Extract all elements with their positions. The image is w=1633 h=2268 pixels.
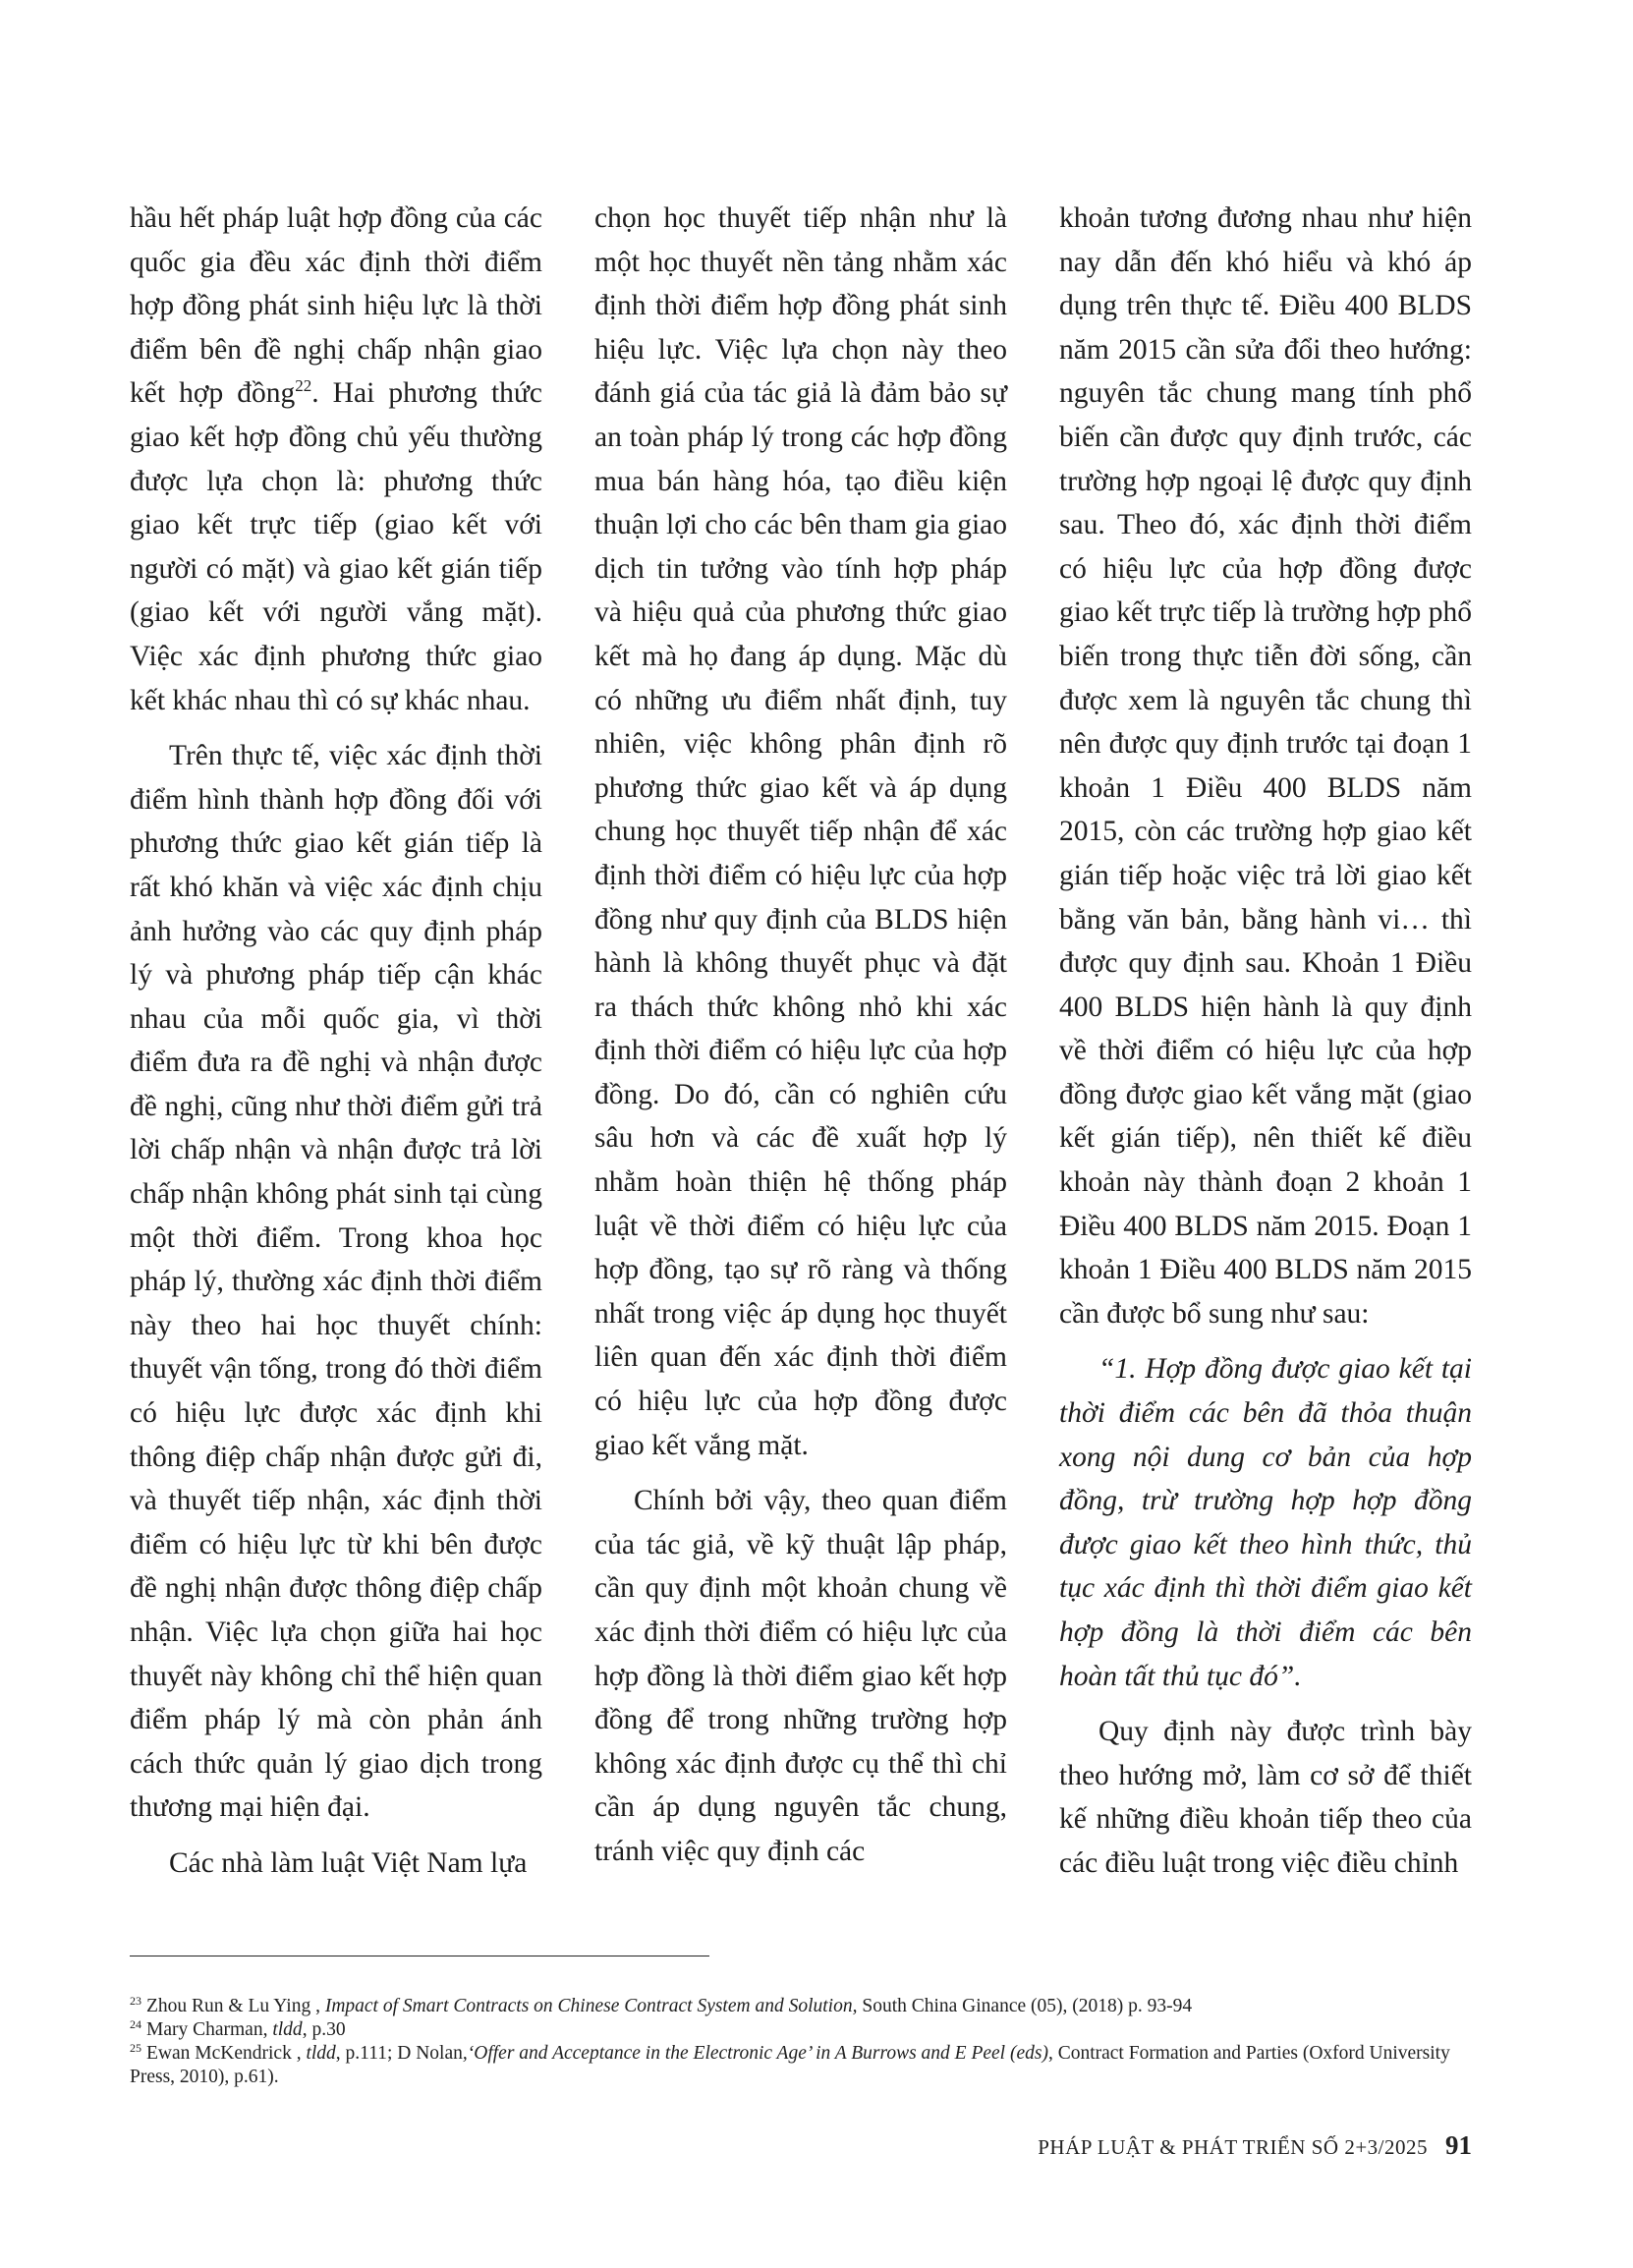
text-column-1	[130, 197, 542, 1886]
quoted-provision: “1. Hợp đồng được giao kết tại thời điểm các bên đã thỏa thuận xong nội dung cơ bản của hợp đồng, trừ trường hợp hợp đồng được giao kết theo hình thức, thủ tục xác định thì thời điểm giao kết hợp đồng là thời điểm các bên hoàn tất thủ tục đó”.	[1059, 1353, 1472, 1692]
footnote-title: ,‘Offer and Acceptance in the Electronic Age’ in A Burrows and E Peel (eds)	[462, 2043, 1048, 2064]
footnote-text: Zhou Run & Lu Ying ,	[146, 1996, 325, 2016]
footnote-text: , p.111; D Nolan	[335, 2043, 463, 2064]
footnote-text: South China Ginance (05), (2018) p. 93-94	[857, 1996, 1193, 2016]
text-column-3	[1059, 197, 1472, 1886]
article-body	[130, 197, 1472, 1886]
paragraph: khoản tương đương nhau như hiện nay dẫn đến khó hiểu và khó áp dụng trên thực tế. Điều 400 BLDS năm 2015 cần sửa đổi theo hướng: nguyên tắc chung mang tính phổ biến cần được quy định trước, các trường hợp ngoại lệ được quy định sau. Theo đó, xác định thời điểm có hiệu lực của hợp đồng được giao kết trực tiếp là trường hợp phổ biến trong thực tiễn đời sống, cần được xem là nguyên tắc chung thì nên được quy định trước tại đoạn 1 khoản 1 Điều 400 BLDS năm 2015, còn các trường hợp giao kết gián tiếp hoặc việc trả lời giao kết bằng văn bản, bằng hành vi… thì được quy định sau. Khoản 1 Điều 400 BLDS hiện hành là quy định về thời điểm có hiệu lực của hợp đồng được giao kết vắng mặt (giao kết gián tiếp), nên thiết kế điều khoản này thành đoạn 2 khoản 1 Điều 400 BLDS năm 2015. Đoạn 1 khoản 1 Điều 400 BLDS năm 2015 cần được bổ sung như sau:	[1059, 202, 1472, 1330]
footnote-24	[130, 2018, 1472, 2042]
footnote-23	[130, 1995, 1472, 2018]
footnote-reference[interactable]: 22	[295, 376, 312, 396]
paragraph: chọn học thuyết tiếp nhận như là một học thuyết nền tảng nhằm xác định thời điểm hợp đồng phát sinh hiệu lực. Việc lựa chọn này theo đánh giá của tác giả là đảm bảo sự an toàn pháp lý trong các hợp đồng mua bán hàng hóa, tạo điều kiện thuận lợi cho các bên tham gia giao dịch tin tưởng vào tính hợp pháp và hiệu quả của phương thức giao kết mà họ đang áp dụng. Mặc dù có những ưu điểm nhất định, tuy nhiên, việc không phân định rõ phương thức giao kết và áp dụng chung học thuyết tiếp nhận để xác định thời điểm có hiệu lực của hợp đồng như quy định của BLDS hiện hành là không thuyết phục và đặt ra thách thức không nhỏ khi xác định thời điểm có hiệu lực của hợp đồng. Do đó, cần có nghiên cứu sâu hơn và các đề xuất hợp lý nhằm hoàn thiện hệ thống pháp luật về thời điểm có hiệu lực của hợp đồng, tạo sự rõ ràng và thống nhất trong việc áp dụng học thuyết liên quan đến xác định thời điểm có hiệu lực của hợp đồng được giao kết vắng mặt.	[594, 202, 1007, 1461]
paragraph: Các nhà làm luật Việt Nam lựa	[169, 1846, 528, 1879]
journal-name: PHÁP LUẬT & PHÁT TRIỂN SỐ 2+3/2025	[1038, 2135, 1428, 2159]
footnote-number: 23	[130, 1993, 141, 2008]
text-column-2	[594, 197, 1007, 1886]
footnote-title: tldd	[306, 2043, 336, 2064]
footnote-number: 25	[130, 2040, 141, 2055]
paragraph: Chính bởi vậy, theo quan điểm của tác giả, về kỹ thuật lập pháp, cần quy định một khoản chung về xác định thời điểm có hiệu lực của hợp đồng là thời điểm giao kết hợp đồng để trong những trường hợp không xác định được cụ thể thì chỉ cần áp dụng nguyên tắc chung, tránh việc quy định các	[594, 1485, 1007, 1867]
paragraph: Quy định này được trình bày theo hướng mở, làm cơ sở để thiết kế những điều khoản tiếp theo của các điều luật trong việc điều chỉnh	[1059, 1716, 1472, 1879]
footnote-text: , p.30	[302, 2019, 346, 2040]
footnote-number: 24	[130, 2016, 141, 2031]
page-number: 91	[1445, 2130, 1472, 2160]
footnote-text: Mary Charman,	[146, 2019, 273, 2040]
paragraph: Trên thực tế, việc xác định thời điểm hình thành hợp đồng đối với phương thức giao kết gián tiếp là rất khó khăn và việc xác định chịu ảnh hưởng vào các quy định pháp lý và phương pháp tiếp cận khác nhau của mỗi quốc gia, vì thời điểm đưa ra đề nghị và nhận được đề nghị, cũng như thời điểm gửi trả lời chấp nhận và nhận được trả lời chấp nhận không phát sinh tại cùng một thời điểm. Trong khoa học pháp lý, thường xác định thời điểm này theo hai học thuyết chính: thuyết vận tống, trong đó thời điểm có hiệu lực được xác định khi thông điệp chấp nhận được gửi đi, và thuyết tiếp nhận, xác định thời điểm có hiệu lực từ khi bên được đề nghị nhận được thông điệp chấp nhận. Việc lựa chọn giữa hai học thuyết này không chỉ thể hiện quan điểm pháp lý mà còn phản ánh cách thức quản lý giao dịch trong thương mại hiện đại.	[130, 740, 542, 1824]
paragraph-text: . Hai phương thức giao kết hợp đồng chủ yếu thường được lựa chọn là: phương thức giao kết trực tiếp (giao kết với người có mặt) và giao kết gián tiếp (giao kết với người vắng mặt). Việc xác định phương thức giao kết khác nhau thì có sự khác nhau.	[130, 377, 542, 716]
page-footer	[1038, 2130, 1472, 2161]
paragraph-text: hầu hết pháp luật hợp đồng của các quốc gia đều xác định thời điểm hợp đồng phát sinh hiệu lực là thời điểm bên đề nghị chấp nhận giao kết hợp đồng	[130, 202, 542, 410]
footnote-25	[130, 2042, 1472, 2089]
footnote-title: Impact of Smart Contracts on Chinese Contract System and Solution,	[324, 1996, 858, 2016]
paragraph	[130, 197, 542, 722]
footnote-text: , Contract Formation and Parties (Oxford University Press, 2010), p.61).	[130, 2043, 1450, 2087]
footnote-text: Ewan McKendrick ,	[146, 2043, 307, 2064]
footnote-title: tldd	[272, 2019, 303, 2040]
footnotes	[130, 1995, 1472, 2089]
